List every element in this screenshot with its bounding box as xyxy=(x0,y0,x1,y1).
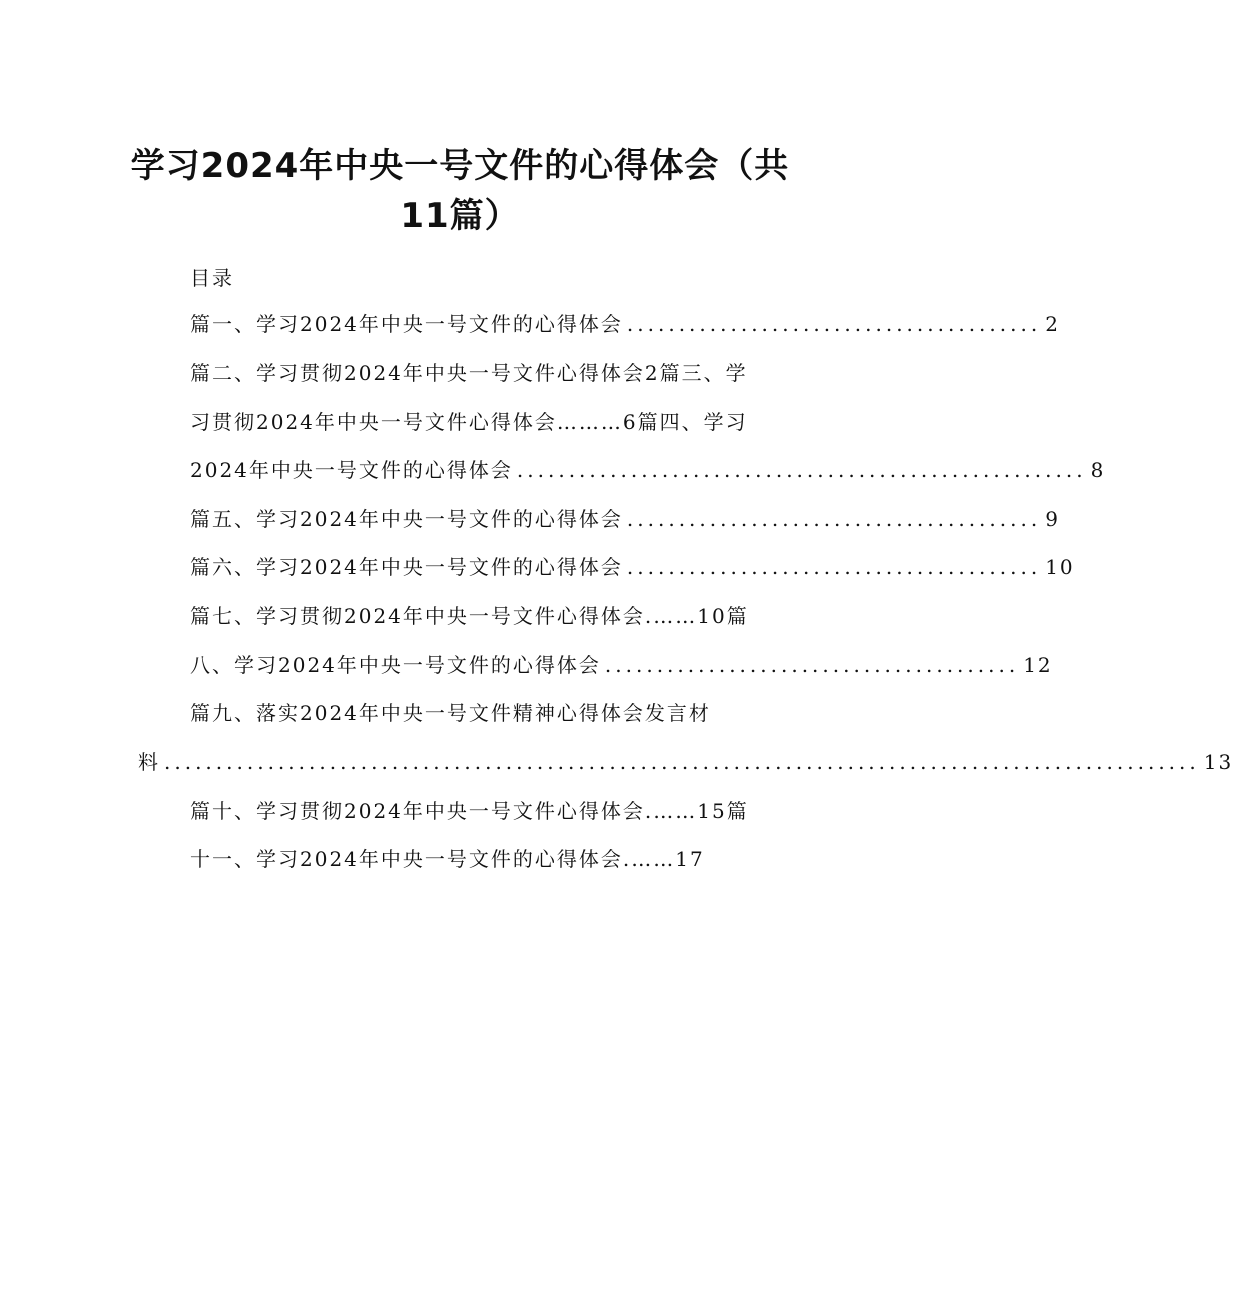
toc-dot-leader: ........................................ xyxy=(626,507,1042,531)
toc-entry-text: 2024年中央一号文件的心得体会 xyxy=(190,458,513,482)
toc-dot-leader: ........................................ xyxy=(626,312,1042,336)
toc-entry-text: 篇二、学习贯彻2024年中央一号文件心得体会2篇三、学 xyxy=(190,361,748,385)
toc-entry[interactable] xyxy=(190,698,790,728)
toc-entry-text: 篇十、学习贯彻2024年中央一号文件心得体会.……15篇 xyxy=(190,799,749,823)
toc-entry-text: 十一、学习2024年中央一号文件的心得体会.……17 xyxy=(190,847,705,871)
toc-page-number: 2 xyxy=(1045,312,1060,336)
toc-entry[interactable] xyxy=(190,552,1075,582)
toc-entry-text: 篇六、学习2024年中央一号文件的心得体会 xyxy=(190,555,623,579)
toc-entry[interactable] xyxy=(190,309,1060,339)
document-title-line-2: 11篇） xyxy=(400,196,520,236)
toc-entry[interactable] xyxy=(138,747,1233,777)
toc-entry[interactable] xyxy=(190,796,790,826)
toc-dot-leader: .................................................................................................... xyxy=(164,750,1200,774)
toc-page-number: 9 xyxy=(1045,507,1060,531)
toc-entry-text: 料 xyxy=(138,750,160,774)
toc-entry[interactable] xyxy=(190,601,790,631)
toc-entry-text: 篇九、落实2024年中央一号文件精神心得体会发言材 xyxy=(190,701,711,725)
toc-page-number: 13 xyxy=(1203,750,1233,774)
toc-entry-text: 篇一、学习2024年中央一号文件的心得体会 xyxy=(190,312,623,336)
toc-heading: 目录 xyxy=(190,266,234,290)
toc-page-number: 8 xyxy=(1090,458,1106,482)
toc-entry-text: 八、学习2024年中央一号文件的心得体会 xyxy=(190,653,601,677)
toc-page-number: 10 xyxy=(1045,555,1075,579)
toc-dot-leader: ........................................ xyxy=(604,653,1020,677)
toc-entry[interactable] xyxy=(190,844,790,874)
toc-entry[interactable] xyxy=(190,358,790,388)
toc-entry[interactable] xyxy=(190,504,1060,534)
toc-page-number: 12 xyxy=(1023,653,1053,677)
toc-entry[interactable] xyxy=(190,455,1106,485)
toc-entry-text: 篇五、学习2024年中央一号文件的心得体会 xyxy=(190,507,623,531)
toc-dot-leader: ....................................................... xyxy=(516,458,1087,482)
toc-entry-text: 篇七、学习贯彻2024年中央一号文件心得体会.……10篇 xyxy=(190,604,749,628)
toc-entry[interactable] xyxy=(190,650,1053,680)
document-title-line-1: 学习2024年中央一号文件的心得体会（共 xyxy=(130,146,790,186)
toc-entry[interactable] xyxy=(190,407,790,437)
toc-entry-text: 习贯彻2024年中央一号文件心得体会………6篇四、学习 xyxy=(190,410,748,434)
toc-dot-leader: ........................................ xyxy=(626,555,1042,579)
